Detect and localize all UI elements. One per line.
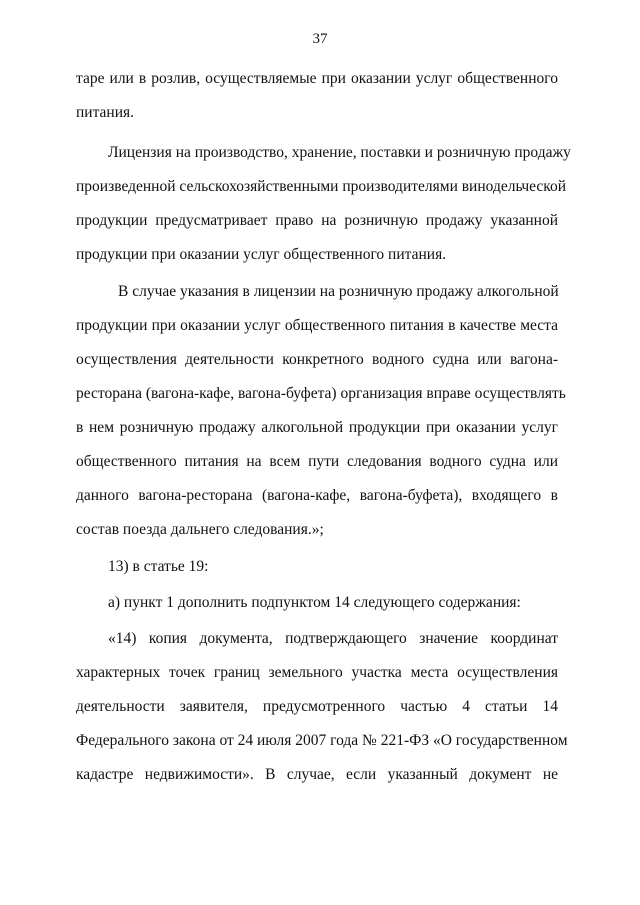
text-line: 13) в статье 19:	[108, 558, 209, 575]
text-line: В случае указания в лицензии на розничную продажу алкогольной	[118, 283, 559, 300]
text-line: «14) копия документа, подтверждающего значение координат	[108, 630, 558, 647]
text-line: Федерального закона от 24 июля 2007 года № 221-ФЗ «О государственном	[76, 732, 568, 749]
page-number: 37	[312, 31, 328, 47]
text-line: продукции при оказании услуг общественного питания.	[76, 246, 447, 263]
text-line: Лицензия на производство, хранение, поставки и розничную продажу	[108, 144, 571, 161]
text-line: произведенной сельскохозяйственными производителями винодельческой	[76, 178, 567, 195]
text-line: питания.	[76, 104, 135, 121]
text-line: осуществления деятельности конкретного водного судна или вагона-	[76, 351, 558, 368]
text-line: продукции предусматривает право на розничную продажу указанной	[76, 212, 558, 229]
text-line: ресторана (вагона-кафе, вагона-буфета) организация вправе осуществлять	[76, 385, 566, 402]
text-line: состав поезда дальнего следования.»;	[76, 521, 324, 538]
text-line: а) пункт 1 дополнить подпунктом 14 следующего содержания:	[108, 594, 521, 611]
text-line: характерных точек границ земельного участка места осуществления	[76, 664, 558, 681]
text-line: данного вагона-ресторана (вагона-кафе, вагона-буфета), входящего в	[76, 487, 558, 504]
text-line: общественного питания на всем пути следования водного судна или	[76, 453, 558, 470]
text-line: продукции при оказании услуг общественного питания в качестве места	[76, 317, 558, 334]
text-line: в нем розничную продажу алкогольной продукции при оказании услуг	[76, 419, 558, 436]
text-line: таре или в розлив, осуществляемые при оказании услуг общественного	[76, 70, 558, 87]
text-line: кадастре недвижимости». В случае, если указанный документ не	[76, 766, 558, 783]
text-line: деятельности заявителя, предусмотренного частью 4 статьи 14	[76, 698, 558, 715]
